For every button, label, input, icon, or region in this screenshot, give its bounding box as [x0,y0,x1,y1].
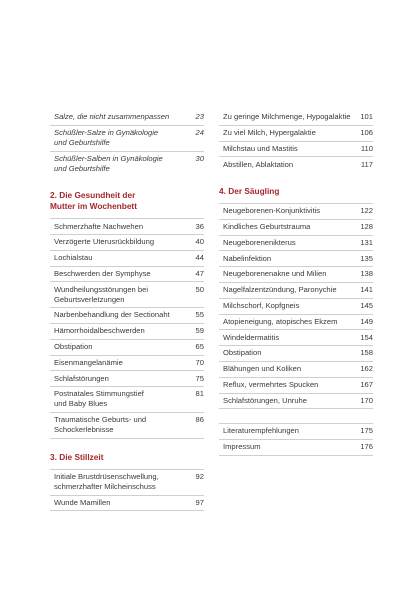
section-spacer [219,409,373,423]
toc-entry-title: Windeldermatitis [223,332,280,342]
toc-entry-page: 47 [195,268,204,278]
toc-entry[interactable] [50,235,204,251]
section-spacer [219,172,373,186]
toc-entry-title: Eisenmangelanämie [54,357,123,367]
chapter-heading-2[interactable]: 2. Die Gesundheit der Mutter im Wochenbett [50,190,204,219]
toc-entry-page: 122 [360,206,373,216]
toc-entry-title: Hämorrhoidalbeschwerden [54,326,145,336]
toc-entry-page: 135 [360,253,373,263]
toc-entry-page: 101 [360,112,373,122]
toc-left-column [50,110,204,511]
toc-entry[interactable] [219,440,373,456]
toc-entry-page: 141 [360,285,373,295]
toc-entry-title: Wundheilungsstörungen bei Geburtsverletzungen [54,284,149,304]
toc-entry[interactable] [219,283,373,299]
toc-entry[interactable] [50,324,204,340]
toc-entry-page: 149 [360,316,373,326]
toc-entry-title: Schmerzhafte Nachwehen [54,221,144,231]
toc-entry-title: Impressum [223,442,261,452]
toc-entry[interactable] [219,204,373,220]
toc-entry-page: 175 [360,426,373,436]
toc-entry[interactable] [50,470,204,496]
toc-right-column [219,110,373,456]
toc-entry-page: 97 [195,497,204,507]
toc-entry-page: 106 [360,127,373,137]
toc-entry-page: 145 [360,301,373,310]
toc-entry-title: Zu geringe Milchmenge, Hypogalaktie [223,112,351,122]
toc-entry[interactable] [219,126,373,142]
toc-entry-title: Schüßler-Salze in Gynäkologie und Geburtshilfe [54,127,159,147]
toc-entry-page: 128 [360,222,373,232]
toc-entry-title: Nabelinfektion [223,253,272,263]
toc-entry-page: 59 [195,326,204,336]
toc-entry[interactable] [50,267,204,283]
toc-entry-title: Neugeborenen-Konjunktivitis [223,206,321,216]
toc-entry[interactable] [219,346,373,362]
toc-entry-page: 55 [195,310,204,320]
toc-entry[interactable] [50,308,204,324]
toc-entry-title: Neugeborenenikterus [223,237,296,247]
toc-entry-title: Neugeborenenakne und Milien [223,269,327,279]
toc-entry-page: 158 [360,348,373,358]
toc-entry[interactable] [50,126,204,152]
toc-entry[interactable] [50,251,204,267]
toc-entry-title: Atopieneigung, atopisches Ekzem [223,316,338,326]
section-spacer [50,176,204,190]
toc-entry-page: 50 [195,284,204,294]
toc-entry-title: Schlafstörungen, Unruhe [223,395,308,405]
toc-entry-title: Nagelfalzentzündung, Paronychie [223,285,337,295]
toc-entry-page: 131 [360,237,373,247]
toc-entry[interactable] [219,315,373,331]
toc-entry-title: Narbenbehandlung der Sectionaht [54,310,170,320]
toc-entry[interactable] [219,157,373,172]
toc-entry-title: Salze, die nicht zusammenpassen [54,112,170,122]
toc-entry[interactable] [219,236,373,252]
toc-entry-title: Milchstau und Mastitis [223,143,298,153]
toc-entry-title: Traumatische Geburts- und Schockerlebnisse [54,415,147,435]
toc-entry-title: Kindliches Geburtstrauma [223,222,311,232]
toc-entry[interactable] [219,362,373,378]
toc-entry-page: 117 [360,159,373,169]
toc-entry-page: 65 [195,342,204,351]
toc-entry-title: Obstipation [54,342,93,351]
toc-entry[interactable] [50,356,204,372]
toc-entry-title: Zu viel Milch, Hypergalaktie [223,127,316,137]
toc-entry-page: 176 [360,442,373,452]
toc-entry[interactable] [50,413,204,439]
toc-entry-page: 138 [360,269,373,279]
toc-entry-page: 36 [195,221,204,231]
toc-entry-page: 170 [360,395,373,405]
toc-entry-title: Abstillen, Ablaktation [223,159,294,169]
toc-entry-page: 167 [360,379,373,389]
toc-entry[interactable] [219,330,373,346]
toc-entry[interactable] [50,110,204,126]
toc-entry[interactable] [219,220,373,236]
toc-entry-title: Reflux, vermehrtes Spucken [223,379,319,389]
toc-entry-title: Schüßler-Salben in Gynäkologie und Geburtshilfe [54,153,163,173]
toc-entry-page: 40 [195,237,204,247]
toc-entry-page: 30 [195,153,204,163]
toc-entry-page: 81 [195,389,204,399]
toc-entry-title: Postnatales Stimmungstief und Baby Blues [54,389,144,409]
toc-entry[interactable] [50,219,204,235]
toc-entry-title: Wunde Mamillen [54,497,111,507]
toc-entry[interactable] [219,299,373,315]
toc-entry[interactable] [219,378,373,394]
toc-entry[interactable] [50,371,204,387]
toc-entry-title: Blähungen und Koliken [223,364,302,374]
toc-entry-title: Verzögerte Uterusrückbildung [54,237,155,247]
toc-entry[interactable] [219,110,373,126]
toc-entry-page: 70 [195,357,204,367]
toc-entry[interactable] [50,340,204,356]
toc-entry[interactable] [50,496,204,512]
toc-entry[interactable] [50,282,204,308]
toc-entry-title: Milchschorf, Kopfgneis [223,301,300,310]
toc-entry-title: Obstipation [223,348,262,358]
toc-entry-title: Schlafstörungen [54,373,109,383]
toc-entry-page: 110 [360,143,373,153]
toc-entry[interactable] [219,251,373,267]
section-spacer [50,439,204,452]
toc-entry-title: Lochialstau [54,253,93,263]
toc-entry-page: 24 [195,127,204,137]
toc-entry[interactable] [50,387,204,413]
chapter-heading-3[interactable]: 3. Die Stillzeit [50,452,204,470]
toc-entry-page: 162 [360,364,373,374]
toc-entry-page: 92 [195,471,204,481]
toc-entry[interactable] [219,423,373,440]
chapter-heading-4[interactable]: 4. Der Säugling [219,186,373,204]
toc-entry-page: 154 [360,332,373,342]
toc-entry-title: Initiale Brustdrüsenschwellung, schmerzhafter Milcheinschuss [54,471,159,491]
toc-entry[interactable] [50,152,204,177]
toc-entry-page: 86 [195,415,204,425]
toc-entry-title: Literaturempfehlungen [223,426,299,436]
toc-entry[interactable] [219,394,373,410]
toc-entry-page: 75 [195,373,204,383]
toc-entry-page: 44 [195,253,204,263]
toc-entry-page: 23 [195,112,204,122]
toc-entry-title: Beschwerden der Symphyse [54,268,151,278]
toc-entry[interactable] [219,142,373,158]
toc-entry[interactable] [219,267,373,283]
